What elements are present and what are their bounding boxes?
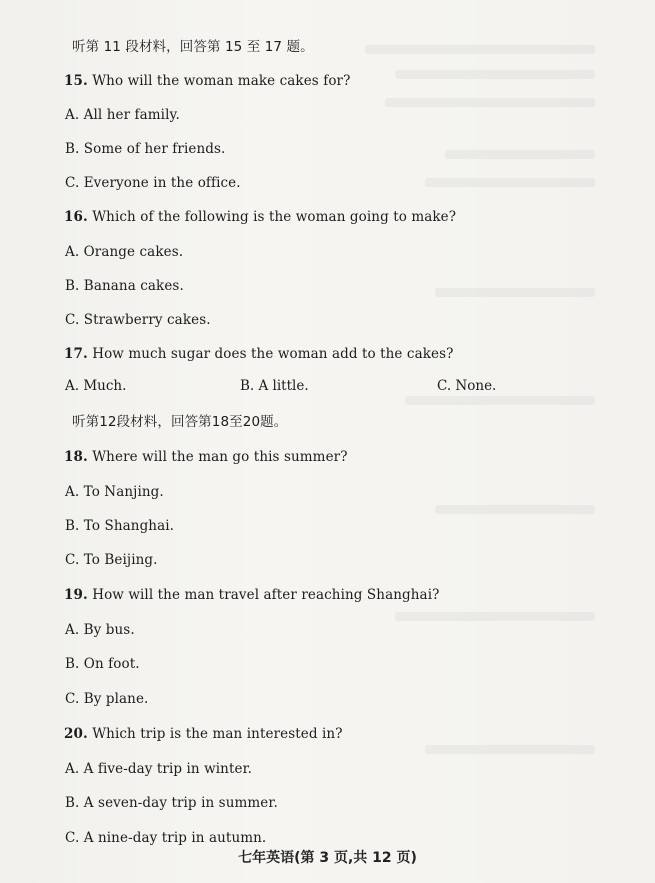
question-18 bbox=[64, 448, 348, 466]
option-18b: B. To Shanghai. bbox=[65, 518, 175, 534]
question-number: 17. bbox=[64, 346, 88, 362]
option-17b: B. A little. bbox=[240, 378, 309, 394]
bleed-through bbox=[395, 612, 595, 621]
option-15a: A. All her family. bbox=[65, 107, 180, 123]
bleed-through bbox=[435, 505, 595, 514]
bleed-through bbox=[395, 70, 595, 79]
options-17 bbox=[65, 378, 565, 396]
option-17c: C. None. bbox=[437, 378, 497, 394]
bleed-through bbox=[445, 150, 595, 159]
question-20 bbox=[64, 725, 343, 743]
option-18c: C. To Beijing. bbox=[65, 552, 158, 568]
option-16b: B. Banana cakes. bbox=[65, 278, 184, 294]
option-17a: A. Much. bbox=[65, 378, 127, 394]
question-text: Which of the following is the woman going to make? bbox=[92, 209, 457, 225]
question-text: Which trip is the man interested in? bbox=[92, 726, 343, 742]
bleed-through bbox=[365, 45, 595, 54]
option-19b: B. On foot. bbox=[65, 656, 140, 672]
bleed-through bbox=[405, 396, 595, 405]
question-15 bbox=[64, 72, 350, 90]
option-16c: C. Strawberry cakes. bbox=[65, 312, 211, 328]
option-20c: C. A nine-day trip in autumn. bbox=[65, 830, 267, 846]
option-19c: C. By plane. bbox=[65, 691, 149, 707]
question-17 bbox=[64, 345, 453, 363]
page-footer: 七年英语(第 3 页,共 12 页) bbox=[238, 850, 417, 866]
bleed-through bbox=[425, 178, 595, 187]
question-16 bbox=[64, 208, 456, 226]
question-text: Who will the woman make cakes for? bbox=[92, 73, 351, 89]
bleed-through bbox=[385, 98, 595, 107]
section-header-12: 听第12段材料，回答第18至20题。 bbox=[72, 414, 288, 430]
question-text: Where will the man go this summer? bbox=[92, 449, 348, 465]
bleed-through bbox=[425, 745, 595, 754]
option-20a: A. A five-day trip in winter. bbox=[65, 761, 253, 777]
option-18a: A. To Nanjing. bbox=[65, 484, 164, 500]
question-number: 18. bbox=[64, 449, 88, 465]
question-number: 16. bbox=[64, 209, 88, 225]
section-header-11: 听第 11 段材料，回答第 15 至 17 题。 bbox=[72, 39, 314, 55]
option-19a: A. By bus. bbox=[65, 622, 135, 638]
question-number: 20. bbox=[64, 726, 88, 742]
question-number: 19. bbox=[64, 587, 88, 603]
question-text: How will the man travel after reaching Shanghai? bbox=[92, 587, 440, 603]
bleed-through bbox=[435, 288, 595, 297]
option-20b: B. A seven-day trip in summer. bbox=[65, 795, 278, 811]
option-15b: B. Some of her friends. bbox=[65, 141, 226, 157]
question-text: How much sugar does the woman add to the cakes? bbox=[92, 346, 454, 362]
question-19 bbox=[64, 586, 439, 604]
option-15c: C. Everyone in the office. bbox=[65, 175, 241, 191]
question-number: 15. bbox=[64, 73, 88, 89]
option-16a: A. Orange cakes. bbox=[65, 244, 184, 260]
